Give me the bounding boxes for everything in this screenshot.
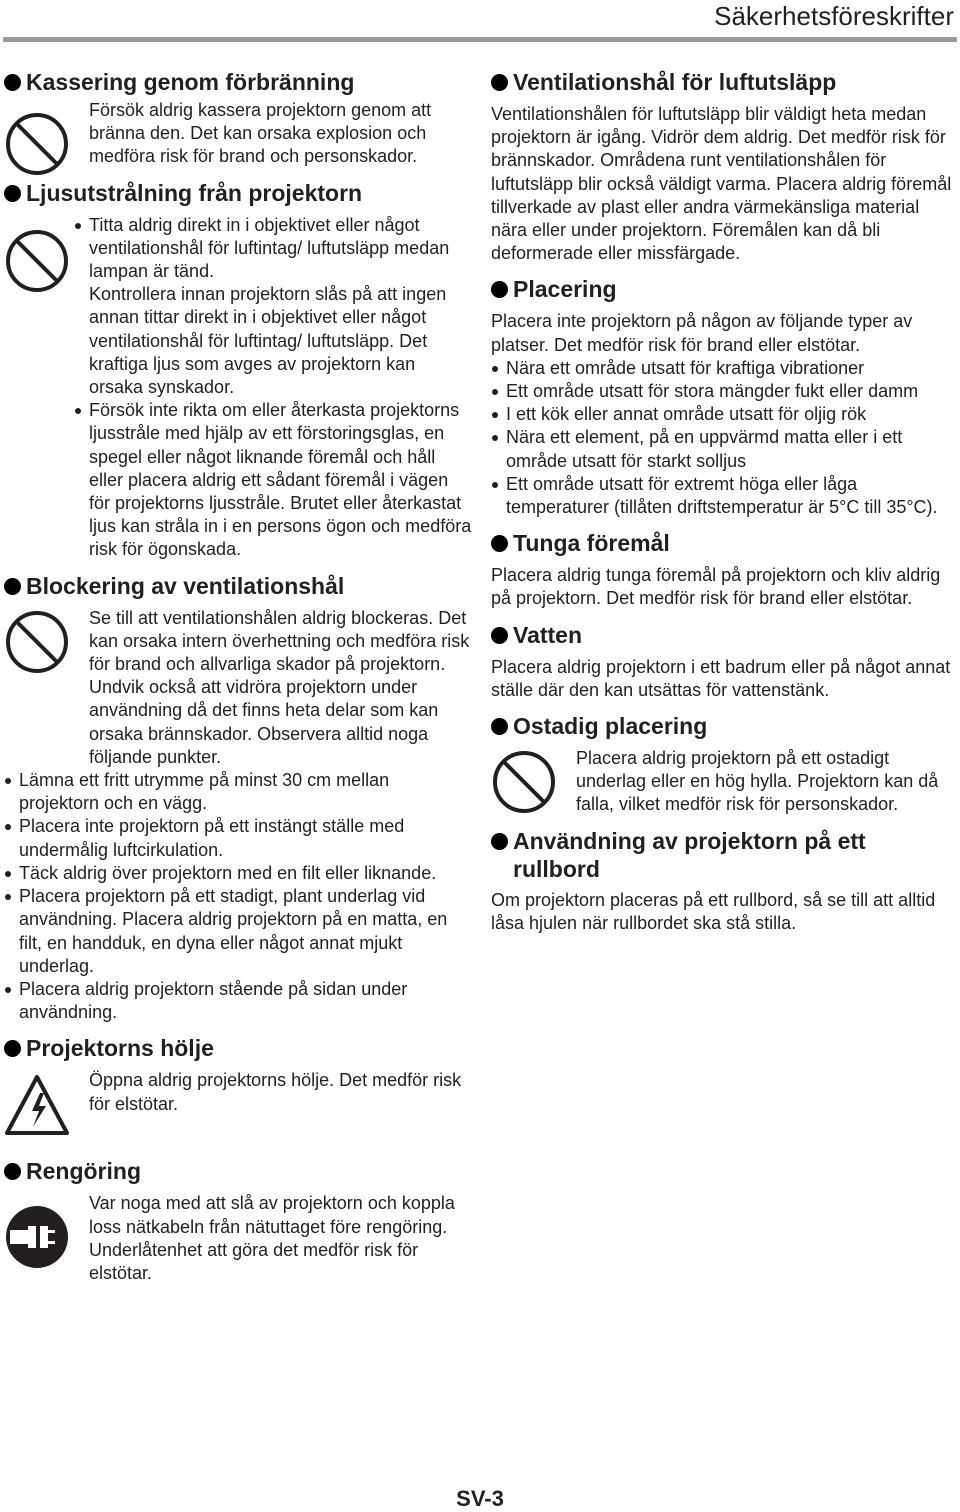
paragraph: Om projektorn placeras på ett rullbord, så se till att alltid låsa hjulen när rullbordet ska stå stilla. — [491, 889, 936, 933]
section-body — [491, 747, 957, 817]
section-title: Projektorns hölje — [4, 1034, 472, 1063]
bullet-item: Placera projektorn på ett stadigt, plant underlag vid användning. Placera aldrig projektorn på en matta, en filt, en handduk, en dyna eller något annat mjukt underlag. — [4, 885, 472, 978]
bullet-dot-icon — [491, 281, 508, 298]
bullet-item: Täck aldrig över projektorn med en filt eller liknande. — [4, 862, 472, 885]
section-title: Ljusutstrålning från projektorn — [4, 179, 472, 208]
bullet-item: Ett område utsatt för extremt höga eller låga temperaturer (tillåten driftstemperatur är 5°C till 35°C). — [491, 473, 957, 519]
page-number: SV-3 — [456, 1486, 504, 1511]
page-header-title: Säkerhetsföreskrifter — [714, 1, 954, 31]
section-body — [4, 99, 472, 169]
paragraph: Ventilationshålen för luftutsläpp blir väldigt heta medan projektorn är igång. Vidrör dem aldrig. Det medför risk för brännskador. Områdena runt ventilationshålen för luftutsläpp blir också väldigt varma. Placera aldrig föremål tillverkade av plast eller andra värmekänsliga material nära eller under projektorn. Föremålen kan då bli deformerade eller missfärgade. — [491, 104, 952, 264]
bullet-item: Nära ett element, på en uppvärmd matta eller i ett område utsatt för starkt solljus — [491, 426, 957, 472]
bullet-dot-icon — [491, 627, 508, 644]
bullet-item: Ett område utsatt för stora mängder fukt eller damm — [491, 380, 957, 403]
section-title: Ventilationshål för luftutsläpp — [491, 68, 957, 97]
section-title: Blockering av ventilationshål — [4, 572, 472, 601]
prohibition-icon — [4, 111, 70, 177]
prohibition-icon — [4, 228, 70, 294]
section-burning — [4, 68, 472, 169]
right-column — [491, 68, 957, 945]
bullet-item: Nära ett område utsatt för kraftiga vibrationer — [491, 357, 957, 380]
section-title: Användning av projektorn på ett rullbord — [491, 827, 957, 883]
bullet-dot-icon — [491, 718, 508, 735]
section-vents — [491, 68, 957, 265]
section-title: Ostadig placering — [491, 712, 957, 741]
electric-shock-warning-icon — [4, 1073, 70, 1139]
section-title: Vatten — [491, 621, 957, 650]
section-title: Kassering genom förbränning — [4, 68, 472, 97]
bullet-dot-icon — [491, 535, 508, 552]
section-cart — [491, 827, 957, 935]
bullet-dot-icon — [4, 185, 21, 202]
unplug-icon — [4, 1204, 70, 1270]
paragraph: Placera inte projektorn på någon av följande typer av platser. Det medför risk för brand eller elstötar. — [491, 311, 913, 355]
paragraph: Se till att ventilationshålen aldrig blockeras. Det kan orsaka intern överhettning och medföra risk för brand och allvarliga skador på projektorn. Undvik också att vidröra projektorn under användning då det finns heta delar som kan orsaka brännskador. Observera alltid noga följande punkter. — [89, 607, 470, 767]
paragraph: Placera aldrig tunga föremål på projektorn och kliv aldrig på projektorn. Det medför risk för brand eller elstötar. — [491, 565, 941, 609]
section-blocking — [4, 572, 472, 1025]
bullet-item: Lämna ett fritt utrymme på minst 30 cm mellan projektorn och en vägg. — [4, 769, 472, 815]
section-body — [4, 1192, 472, 1285]
section-casing — [4, 1034, 472, 1139]
paragraph: Placera aldrig projektorn på ett ostadigt underlag eller en hög hylla. Projektorn kan då falla, vilket medför risk för personskador. — [576, 748, 939, 815]
section-light — [4, 179, 472, 562]
bullet-dot-icon — [491, 833, 508, 850]
bullet-dot-icon — [4, 1040, 21, 1057]
section-body — [4, 1069, 472, 1139]
section-title: Rengöring — [4, 1157, 472, 1186]
paragraph: Placera aldrig projektorn i ett badrum eller på något annat ställe där den kan utsättas för vattenstänk. — [491, 656, 951, 700]
section-body — [4, 214, 472, 562]
paragraph: Försök aldrig kassera projektorn genom att bränna den. Det kan orsaka explosion och medföra risk för brand och personskador. — [89, 100, 432, 167]
bullet-item: Placera aldrig projektorn stående på sidan under användning. — [4, 978, 472, 1024]
section-title: Tunga föremål — [491, 529, 957, 558]
section-heavy — [491, 529, 957, 610]
section-water — [491, 621, 957, 702]
paragraph: Var noga med att slå av projektorn och koppla loss nätkabeln från nätuttaget före rengöring. Underlåtenhet att göra det medför risk för elstötar. — [89, 1193, 455, 1283]
bullet-dot-icon — [4, 578, 21, 595]
section-title: Placering — [491, 275, 957, 304]
paragraph: Öppna aldrig projektorns hölje. Det medför risk för elstötar. — [89, 1070, 462, 1114]
prohibition-icon — [4, 609, 70, 675]
bullet-item: Titta aldrig direkt in i objektivet eller något ventilationshål för luftintag/ luftutsläpp medan lampan är tänd. — [74, 214, 472, 284]
paragraph: Kontrollera innan projektorn slås på att ingen annan tittar direkt in i objektivet eller något ventilationshål för luftintag/ luftutsläpp. Det kraftiga ljus som avges av projektorn kan orsaka synskador. — [89, 284, 447, 398]
left-column — [4, 68, 472, 1295]
section-body — [4, 607, 472, 769]
bullet-dot-icon — [491, 74, 508, 91]
bullet-dot-icon — [4, 1163, 21, 1180]
bullet-item: Placera inte projektorn på ett instängt ställe med undermålig luftcirkulation. — [4, 815, 472, 861]
bullet-item: I ett kök eller annat område utsatt för oljig rök — [491, 403, 957, 426]
header-rule — [3, 37, 957, 42]
section-unstable — [491, 712, 957, 817]
section-cleaning — [4, 1157, 472, 1285]
section-placement — [491, 275, 957, 519]
prohibition-icon — [491, 749, 557, 815]
bullet-dot-icon — [4, 74, 21, 91]
bullet-item: Försök inte rikta om eller återkasta projektorns ljusstråle med hjälp av ett förstoringsglas, en spegel eller något liknande föremål och håll eller placera aldrig ett sådant föremål i vägen för projektorns ljusstråle. Brutet eller återkastat ljus kan stråla in i en persons ögon och medföra risk för ögonskada. — [74, 399, 472, 561]
